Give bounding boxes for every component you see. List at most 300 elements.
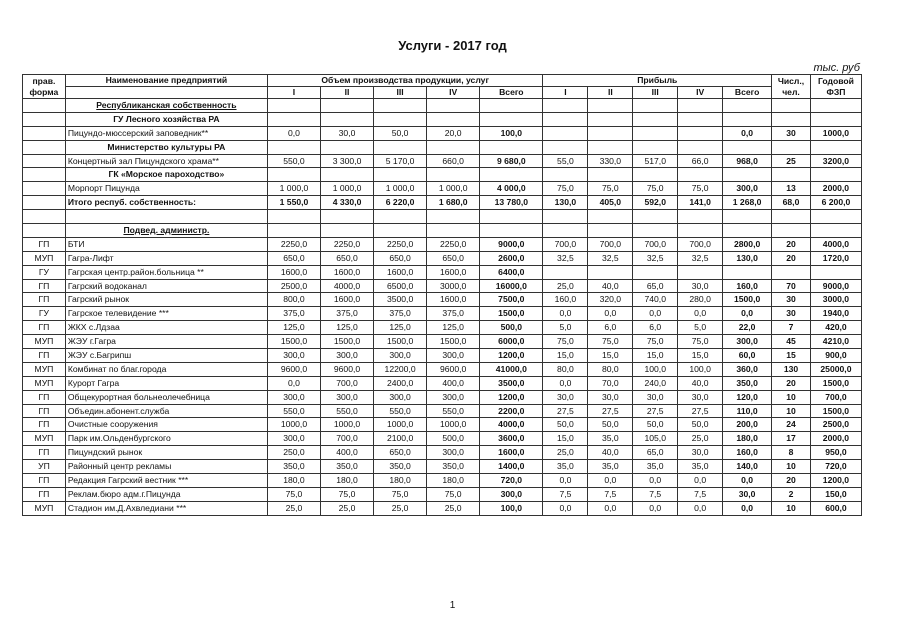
volume-total-cell: 1400,0: [480, 460, 543, 474]
page-title: Услуги - 2017 год: [398, 38, 507, 53]
profit-quarter-cell: 740,0: [633, 293, 678, 307]
table-row: [23, 362, 862, 376]
group-empty-cell: [267, 140, 320, 154]
volume-quarter-cell: 4000,0: [321, 279, 374, 293]
group-empty-cell: [772, 112, 811, 126]
volume-total-cell: 2200,0: [480, 404, 543, 418]
profit-quarter-cell: 517,0: [633, 154, 678, 168]
table-row: [23, 390, 862, 404]
group-empty-cell: [723, 112, 772, 126]
staff-cell: 10: [772, 460, 811, 474]
enterprise-name-cell: Морпорт Пицунда: [65, 182, 267, 196]
staff-cell: 13: [772, 182, 811, 196]
profit-quarter-cell: 32,5: [543, 251, 588, 265]
blank-empty-cell: [810, 210, 861, 224]
header-vol-total: Всего: [480, 87, 543, 99]
volume-quarter-cell: 350,0: [267, 460, 320, 474]
volume-quarter-cell: 1 000,0: [267, 182, 320, 196]
volume-quarter-cell: 75,0: [321, 487, 374, 501]
legal-form-cell: [23, 126, 66, 140]
volume-quarter-cell: 250,0: [267, 446, 320, 460]
profit-quarter-cell: 0,0: [588, 307, 633, 321]
staff-cell: 24: [772, 418, 811, 432]
volume-quarter-cell: 300,0: [427, 446, 480, 460]
profit-quarter-cell: 35,0: [588, 432, 633, 446]
volume-quarter-cell: 375,0: [427, 307, 480, 321]
blank-empty-cell: [374, 210, 427, 224]
profit-total-cell: 22,0: [723, 321, 772, 335]
profit-quarter-cell: 700,0: [588, 237, 633, 251]
profit-quarter-cell: 100,0: [633, 362, 678, 376]
group-empty-cell: [427, 140, 480, 154]
profit-quarter-cell: 160,0: [543, 293, 588, 307]
profit-quarter-cell: 592,0: [633, 196, 678, 210]
profit-quarter-cell: 66,0: [678, 154, 723, 168]
profit-quarter-cell: 75,0: [588, 335, 633, 349]
profit-quarter-cell: 65,0: [633, 446, 678, 460]
legal-form-cell: МУП: [23, 362, 66, 376]
table-row: [23, 404, 862, 418]
volume-total-cell: 2600,0: [480, 251, 543, 265]
profit-quarter-cell: [543, 265, 588, 279]
volume-quarter-cell: 180,0: [267, 474, 320, 488]
profit-quarter-cell: 25,0: [543, 446, 588, 460]
subsection-title: Министерство культуры РА: [65, 140, 267, 154]
profit-total-cell: 0,0: [723, 126, 772, 140]
volume-quarter-cell: 125,0: [374, 321, 427, 335]
group-empty-cell: [633, 112, 678, 126]
form-cell: [23, 168, 66, 182]
group-empty-cell: [267, 99, 320, 113]
group-empty-cell: [633, 168, 678, 182]
profit-quarter-cell: 7,5: [633, 487, 678, 501]
staff-cell: 2: [772, 487, 811, 501]
profit-quarter-cell: [633, 265, 678, 279]
volume-quarter-cell: 2250,0: [321, 237, 374, 251]
volume-quarter-cell: 1600,0: [374, 265, 427, 279]
group-empty-cell: [723, 224, 772, 238]
volume-total-cell: 720,0: [480, 474, 543, 488]
group-empty-cell: [772, 224, 811, 238]
volume-quarter-cell: 125,0: [427, 321, 480, 335]
enterprise-name-cell: БТИ: [65, 237, 267, 251]
profit-quarter-cell: 35,0: [633, 460, 678, 474]
fzp-cell: 900,0: [810, 349, 861, 363]
volume-quarter-cell: 20,0: [427, 126, 480, 140]
volume-total-cell: 1200,0: [480, 390, 543, 404]
enterprise-name-cell: Общекурортная больнеолечебница: [65, 390, 267, 404]
profit-total-cell: 0,0: [723, 474, 772, 488]
profit-quarter-cell: 0,0: [678, 501, 723, 515]
volume-quarter-cell: 180,0: [427, 474, 480, 488]
staff-cell: 7: [772, 321, 811, 335]
group-empty-cell: [374, 99, 427, 113]
profit-total-cell: 30,0: [723, 487, 772, 501]
profit-quarter-cell: 280,0: [678, 293, 723, 307]
group-empty-cell: [772, 140, 811, 154]
table-row: [23, 307, 862, 321]
profit-quarter-cell: 75,0: [633, 335, 678, 349]
profit-total-cell: 2800,0: [723, 237, 772, 251]
group-empty-cell: [810, 224, 861, 238]
profit-quarter-cell: [588, 265, 633, 279]
table-row: [23, 321, 862, 335]
group-empty-cell: [321, 224, 374, 238]
group-empty-cell: [267, 112, 320, 126]
enterprise-name-cell: Курорт Гагра: [65, 376, 267, 390]
profit-quarter-cell: 7,5: [588, 487, 633, 501]
volume-total-cell: 41000,0: [480, 362, 543, 376]
subsection-row: [23, 140, 862, 154]
form-cell: [23, 140, 66, 154]
volume-quarter-cell: 2500,0: [267, 279, 320, 293]
profit-quarter-cell: 50,0: [588, 418, 633, 432]
profit-quarter-cell: 27,5: [678, 404, 723, 418]
group-empty-cell: [267, 224, 320, 238]
volume-total-cell: 1200,0: [480, 349, 543, 363]
staff-cell: 130: [772, 362, 811, 376]
volume-quarter-cell: 0,0: [267, 126, 320, 140]
profit-quarter-cell: 130,0: [543, 196, 588, 210]
header-form: прав. форма: [23, 75, 66, 99]
fzp-cell: 720,0: [810, 460, 861, 474]
volume-quarter-cell: 25,0: [267, 501, 320, 515]
profit-quarter-cell: 405,0: [588, 196, 633, 210]
volume-quarter-cell: 1600,0: [321, 265, 374, 279]
volume-quarter-cell: 75,0: [267, 487, 320, 501]
header-row-1: [23, 75, 862, 87]
profit-total-cell: 200,0: [723, 418, 772, 432]
volume-quarter-cell: 550,0: [321, 404, 374, 418]
volume-quarter-cell: 1 550,0: [267, 196, 320, 210]
profit-quarter-cell: 80,0: [543, 362, 588, 376]
volume-quarter-cell: 300,0: [427, 349, 480, 363]
volume-quarter-cell: 75,0: [374, 487, 427, 501]
volume-quarter-cell: 650,0: [374, 251, 427, 265]
profit-total-cell: 160,0: [723, 446, 772, 460]
profit-quarter-cell: 30,0: [588, 390, 633, 404]
header-vol-q4: IV: [427, 87, 480, 99]
section-row: [23, 224, 862, 238]
header-vol-q3: III: [374, 87, 427, 99]
profit-quarter-cell: 100,0: [678, 362, 723, 376]
blank-empty-cell: [23, 210, 66, 224]
staff-cell: [772, 265, 811, 279]
staff-cell: 45: [772, 335, 811, 349]
volume-total-cell: 6000,0: [480, 335, 543, 349]
form-cell: [23, 99, 66, 113]
profit-quarter-cell: [633, 126, 678, 140]
profit-quarter-cell: 30,0: [678, 446, 723, 460]
profit-quarter-cell: 320,0: [588, 293, 633, 307]
volume-quarter-cell: 25,0: [374, 501, 427, 515]
blank-empty-cell: [267, 210, 320, 224]
profit-quarter-cell: 25,0: [678, 432, 723, 446]
header-profit-group: Прибыль: [543, 75, 772, 87]
profit-quarter-cell: 70,0: [588, 376, 633, 390]
staff-cell: 20: [772, 474, 811, 488]
table-row: [23, 279, 862, 293]
profit-quarter-cell: 35,0: [588, 460, 633, 474]
legal-form-cell: [23, 196, 66, 210]
volume-total-cell: 9000,0: [480, 237, 543, 251]
profit-total-cell: 0,0: [723, 307, 772, 321]
legal-form-cell: [23, 154, 66, 168]
staff-cell: 20: [772, 251, 811, 265]
profit-total-cell: 0,0: [723, 501, 772, 515]
staff-cell: 20: [772, 376, 811, 390]
group-empty-cell: [374, 140, 427, 154]
profit-quarter-cell: 35,0: [543, 460, 588, 474]
legal-form-cell: ГП: [23, 237, 66, 251]
volume-quarter-cell: 30,0: [321, 126, 374, 140]
volume-quarter-cell: 350,0: [427, 460, 480, 474]
table-row: [23, 237, 862, 251]
blank-empty-cell: [65, 210, 267, 224]
table-row: [23, 293, 862, 307]
blank-empty-cell: [321, 210, 374, 224]
fzp-cell: 2500,0: [810, 418, 861, 432]
table-body: [23, 99, 862, 516]
volume-quarter-cell: 12200,0: [374, 362, 427, 376]
volume-quarter-cell: 1000,0: [374, 418, 427, 432]
group-empty-cell: [321, 99, 374, 113]
volume-quarter-cell: 400,0: [427, 376, 480, 390]
staff-cell: 20: [772, 237, 811, 251]
blank-row: [23, 210, 862, 224]
volume-quarter-cell: 2250,0: [267, 237, 320, 251]
volume-quarter-cell: 375,0: [374, 307, 427, 321]
volume-total-cell: 3500,0: [480, 376, 543, 390]
fzp-cell: 2000,0: [810, 432, 861, 446]
group-empty-cell: [810, 140, 861, 154]
profit-quarter-cell: 240,0: [633, 376, 678, 390]
header-volume-group: Объем производства продукции, услуг: [267, 75, 543, 87]
volume-quarter-cell: 2100,0: [374, 432, 427, 446]
group-empty-cell: [480, 99, 543, 113]
blank-empty-cell: [633, 210, 678, 224]
profit-quarter-cell: 700,0: [633, 237, 678, 251]
enterprise-name-cell: Гагрское телевидение ***: [65, 307, 267, 321]
fzp-cell: 700,0: [810, 390, 861, 404]
profit-quarter-cell: 15,0: [543, 432, 588, 446]
group-empty-cell: [427, 224, 480, 238]
fzp-cell: 25000,0: [810, 362, 861, 376]
header-profit-q1: I: [543, 87, 588, 99]
volume-quarter-cell: 350,0: [321, 460, 374, 474]
group-empty-cell: [321, 140, 374, 154]
enterprise-name-cell: Гагрская центр.район.больница **: [65, 265, 267, 279]
header-row-2: [23, 87, 862, 99]
legal-form-cell: МУП: [23, 501, 66, 515]
volume-quarter-cell: 0,0: [267, 376, 320, 390]
group-empty-cell: [374, 168, 427, 182]
enterprise-name-cell: Парк им.Ольденбургского: [65, 432, 267, 446]
table-row: [23, 182, 862, 196]
enterprise-name-cell: Гагрский рынок: [65, 293, 267, 307]
profit-quarter-cell: 75,0: [633, 182, 678, 196]
staff-cell: 25: [772, 154, 811, 168]
legal-form-cell: МУП: [23, 335, 66, 349]
enterprise-name-cell: Очистные сооружения: [65, 418, 267, 432]
profit-quarter-cell: 15,0: [543, 349, 588, 363]
subsection-title: ГК «Морское пароходство»: [65, 168, 267, 182]
profit-quarter-cell: 30,0: [633, 390, 678, 404]
group-empty-cell: [374, 224, 427, 238]
subsection-row: [23, 168, 862, 182]
legal-form-cell: ГП: [23, 487, 66, 501]
profit-quarter-cell: 75,0: [543, 335, 588, 349]
fzp-cell: 950,0: [810, 446, 861, 460]
group-empty-cell: [633, 224, 678, 238]
legal-form-cell: МУП: [23, 432, 66, 446]
group-empty-cell: [772, 168, 811, 182]
group-empty-cell: [480, 140, 543, 154]
header-profit-q4: IV: [678, 87, 723, 99]
profit-quarter-cell: 27,5: [633, 404, 678, 418]
volume-quarter-cell: 500,0: [427, 432, 480, 446]
profit-total-cell: 1 268,0: [723, 196, 772, 210]
legal-form-cell: ГП: [23, 474, 66, 488]
group-empty-cell: [321, 168, 374, 182]
table-row: [23, 265, 862, 279]
section-title: Республиканская собственность: [65, 99, 267, 113]
table-row: [23, 154, 862, 168]
volume-total-cell: 300,0: [480, 487, 543, 501]
legal-form-cell: ГУ: [23, 265, 66, 279]
blank-empty-cell: [723, 210, 772, 224]
page-number: 1: [449, 600, 456, 611]
staff-cell: 10: [772, 501, 811, 515]
group-empty-cell: [633, 140, 678, 154]
group-empty-cell: [772, 99, 811, 113]
volume-quarter-cell: 1500,0: [267, 335, 320, 349]
volume-total-cell: 6400,0: [480, 265, 543, 279]
volume-quarter-cell: 1600,0: [321, 293, 374, 307]
volume-quarter-cell: 9600,0: [321, 362, 374, 376]
profit-quarter-cell: 0,0: [633, 501, 678, 515]
profit-total-cell: 130,0: [723, 251, 772, 265]
volume-quarter-cell: 300,0: [321, 349, 374, 363]
profit-quarter-cell: 5,0: [543, 321, 588, 335]
group-empty-cell: [723, 140, 772, 154]
group-empty-cell: [633, 99, 678, 113]
volume-quarter-cell: 9600,0: [267, 362, 320, 376]
volume-quarter-cell: 180,0: [374, 474, 427, 488]
profit-total-cell: [723, 265, 772, 279]
profit-quarter-cell: 330,0: [588, 154, 633, 168]
enterprise-name-cell: ЖЭУ с.Багрипш: [65, 349, 267, 363]
group-empty-cell: [723, 168, 772, 182]
volume-quarter-cell: 300,0: [267, 390, 320, 404]
volume-quarter-cell: 550,0: [427, 404, 480, 418]
fzp-cell: [810, 265, 861, 279]
volume-quarter-cell: 125,0: [321, 321, 374, 335]
profit-quarter-cell: 0,0: [543, 376, 588, 390]
fzp-cell: 1500,0: [810, 404, 861, 418]
header-fzp: Годовой ФЗП: [810, 75, 861, 99]
group-empty-cell: [588, 99, 633, 113]
staff-cell: 15: [772, 349, 811, 363]
profit-total-cell: 300,0: [723, 182, 772, 196]
volume-total-cell: 3600,0: [480, 432, 543, 446]
legal-form-cell: ГП: [23, 349, 66, 363]
volume-quarter-cell: 9600,0: [427, 362, 480, 376]
volume-quarter-cell: 375,0: [321, 307, 374, 321]
profit-total-cell: 140,0: [723, 460, 772, 474]
fzp-cell: 4210,0: [810, 335, 861, 349]
volume-quarter-cell: 1 000,0: [374, 182, 427, 196]
enterprise-name-cell: Пицундский рынок: [65, 446, 267, 460]
group-empty-cell: [678, 99, 723, 113]
header-vol-q2: II: [321, 87, 374, 99]
volume-quarter-cell: 6500,0: [374, 279, 427, 293]
profit-quarter-cell: 25,0: [543, 279, 588, 293]
fzp-cell: 3000,0: [810, 293, 861, 307]
volume-total-cell: 4 000,0: [480, 182, 543, 196]
volume-quarter-cell: 400,0: [321, 446, 374, 460]
volume-quarter-cell: 1600,0: [427, 265, 480, 279]
profit-quarter-cell: 30,0: [678, 279, 723, 293]
profit-quarter-cell: 7,5: [543, 487, 588, 501]
volume-total-cell: 7500,0: [480, 293, 543, 307]
profit-quarter-cell: 75,0: [588, 182, 633, 196]
fzp-cell: 1500,0: [810, 376, 861, 390]
profit-quarter-cell: 0,0: [543, 474, 588, 488]
enterprise-name-cell: ЖКХ с.Лдзаа: [65, 321, 267, 335]
profit-quarter-cell: 65,0: [633, 279, 678, 293]
header-profit-total: Всего: [723, 87, 772, 99]
blank-empty-cell: [588, 210, 633, 224]
profit-quarter-cell: 32,5: [588, 251, 633, 265]
volume-quarter-cell: 1600,0: [267, 265, 320, 279]
volume-quarter-cell: 1500,0: [321, 335, 374, 349]
group-empty-cell: [678, 140, 723, 154]
profit-total-cell: 360,0: [723, 362, 772, 376]
table-row: [23, 501, 862, 515]
header-profit-q2: II: [588, 87, 633, 99]
section-row: [23, 99, 862, 113]
profit-quarter-cell: 0,0: [633, 307, 678, 321]
profit-total-cell: 60,0: [723, 349, 772, 363]
profit-quarter-cell: 35,0: [678, 460, 723, 474]
enterprise-name-cell: Стадион им.Д.Ахвледиани ***: [65, 501, 267, 515]
volume-total-cell: 500,0: [480, 321, 543, 335]
staff-cell: 10: [772, 404, 811, 418]
volume-quarter-cell: 660,0: [427, 154, 480, 168]
staff-cell: 10: [772, 390, 811, 404]
group-empty-cell: [810, 99, 861, 113]
legal-form-cell: МУП: [23, 376, 66, 390]
subsection-title: ГУ Лесного хозяйства РА: [65, 112, 267, 126]
volume-quarter-cell: 50,0: [374, 126, 427, 140]
staff-cell: 68,0: [772, 196, 811, 210]
profit-quarter-cell: 50,0: [543, 418, 588, 432]
blank-empty-cell: [678, 210, 723, 224]
volume-quarter-cell: 2250,0: [427, 237, 480, 251]
profit-total-cell: 120,0: [723, 390, 772, 404]
volume-quarter-cell: 375,0: [267, 307, 320, 321]
volume-quarter-cell: 550,0: [267, 404, 320, 418]
enterprise-name-cell: Реклам.бюро адм.г.Пицунда: [65, 487, 267, 501]
profit-quarter-cell: 0,0: [588, 501, 633, 515]
enterprise-name-cell: Редакция Гагрский вестник ***: [65, 474, 267, 488]
profit-quarter-cell: [678, 126, 723, 140]
profit-quarter-cell: 0,0: [678, 307, 723, 321]
fzp-cell: 3200,0: [810, 154, 861, 168]
services-table: [22, 74, 862, 516]
profit-quarter-cell: 27,5: [543, 404, 588, 418]
